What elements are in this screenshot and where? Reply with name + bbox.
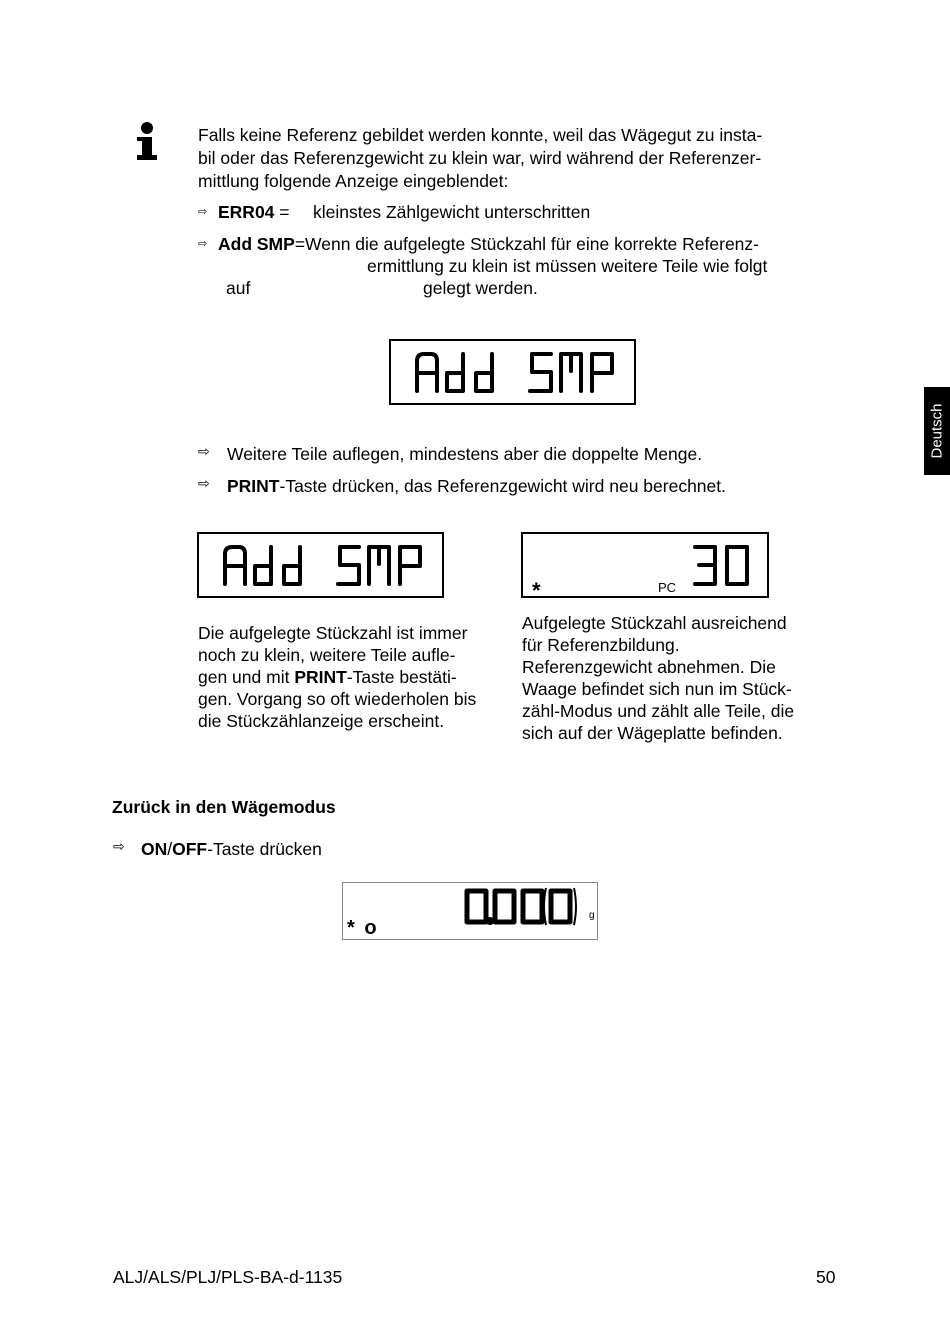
lcd-display-add-smp	[389, 339, 636, 405]
info-note-line: Falls keine Referenz gebildet werden konnte, weil das Wägegut zu insta-	[198, 125, 763, 145]
step-add-parts: Weitere Teile auflegen, mindestens aber die doppelte Menge.	[227, 444, 703, 464]
arrow-right-icon: ⇨	[113, 839, 125, 855]
arrow-right-icon: ⇨	[198, 237, 208, 250]
off-key-label: OFF	[172, 839, 208, 859]
err04-code: ERR04	[218, 202, 275, 222]
lcd-display-add-smp-left	[197, 532, 444, 598]
unit-g: g	[589, 910, 595, 921]
step-on-off: ON/OFF-Taste drücken	[141, 839, 322, 859]
arrow-right-icon: ⇨	[198, 205, 208, 218]
print-key-label: PRINT	[227, 476, 280, 496]
weight-status-symbols: * o	[347, 917, 379, 939]
caption-left-line: noch zu klein, weitere Teile aufle-	[198, 645, 456, 665]
on-key-label: ON	[141, 839, 168, 859]
addsmp-item	[218, 233, 759, 255]
err04-separator: =	[274, 202, 290, 222]
caption-left-line: gen und mit PRINT-Taste bestäti-	[198, 667, 457, 687]
caption-right-line: Referenzgewicht abnehmen. Die	[522, 657, 776, 677]
caption-right-line: sich auf der Wägeplatte befinden.	[522, 723, 783, 743]
section-heading: Zurück in den Wägemodus	[112, 797, 336, 817]
footer-doc-id: ALJ/ALS/PLJ/PLS-BA-d-1135	[113, 1267, 343, 1287]
arrow-right-icon: ⇨	[198, 444, 210, 460]
err04-text: kleinstes Zählgewicht unterschritten	[313, 202, 591, 222]
caption-right-line: Waage befindet sich nun im Stück-	[522, 679, 792, 699]
info-note-line: bil oder das Referenzgewicht zu klein war, wird während der Referenzer-	[198, 148, 762, 168]
lcd-display-piece-count	[521, 532, 769, 603]
step-print-text: -Taste drücken, das Referenzgewicht wird neu berechnet.	[279, 476, 726, 496]
step-print	[227, 475, 726, 497]
caption-right-line: für Referenzbildung.	[522, 635, 680, 655]
language-tab-label: Deutsch	[928, 403, 946, 459]
caption-left-line: gen. Vorgang so oft wiederholen bis	[198, 689, 477, 709]
addsmp-line3b: gelegt werden.	[423, 278, 538, 298]
arrow-right-icon: ⇨	[198, 476, 210, 492]
caption-right-line: Aufgelegte Stückzahl ausreichend	[522, 613, 787, 633]
lcd-display-weight	[342, 882, 598, 940]
info-note-line: mittlung folgende Anzeige eingeblendet:	[198, 171, 509, 191]
addsmp-line2: ermittlung zu klein ist müssen weitere Teile wie folgt	[367, 256, 768, 276]
caption-left-line: Die aufgelegte Stückzahl ist immer	[198, 623, 468, 643]
err04-item	[218, 201, 290, 223]
addsmp-line3a: auf	[226, 278, 251, 298]
unit-pc: PC	[658, 580, 677, 595]
info-icon	[137, 122, 159, 162]
stable-symbol: *	[532, 578, 541, 603]
footer-page-number: 50	[816, 1267, 836, 1287]
addsmp-code: Add SMP	[218, 234, 295, 254]
addsmp-line1: =Wenn die aufgelegte Stückzahl für eine korrekte Referenz-	[294, 234, 759, 254]
caption-right-line: zähl-Modus und zählt alle Teile, die	[522, 701, 795, 721]
language-tab	[924, 387, 950, 475]
caption-left-line: die Stückzählanzeige erscheint.	[198, 711, 445, 731]
